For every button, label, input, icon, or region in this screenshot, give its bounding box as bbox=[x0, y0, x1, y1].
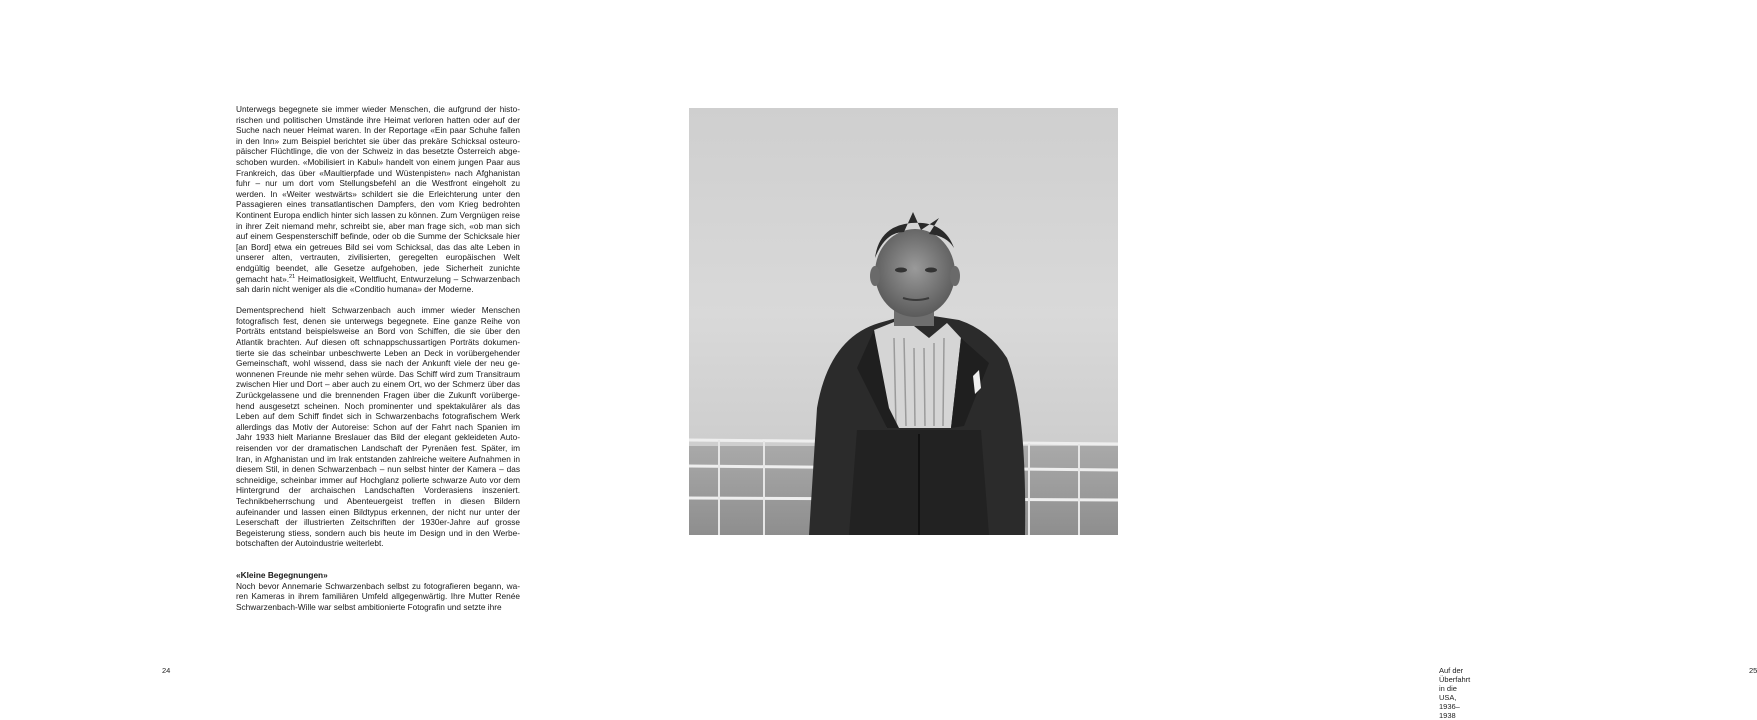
paragraph-2: Dementsprechend hielt Schwarzenbach auch immer wieder Menschen fotografisch fest, denen sie unterwegs begegnete. Eine ganze Reihe von Porträts entstand beispielsweise an Bord von Schiffen, die sie über den Atlantik brachten. Auf diesen oft schnappschussartigen Porträts dokumentierte sie das scheinbar unbeschwerte Leben an Deck in vorübergehender Gemeinschaft, wohl wissend, dass sie nach der Ankunft viele der neu gewonnenen Freunde nie mehr sehen würde. Das Schiff wird zum Transitraum zwischen Hier und Dort – aber auch zu einem Ort, wo der Schmerz über das Zurückgelassene und die brennenden Fragen über die Zukunft vorübergehend ausgesetzt scheinen. Noch prominenter und spektakulärer als das Leben auf dem Schiff findet sich in Schwarzenbachs fotografischem Werk allerdings das Motiv der Autoreise: Schon auf der Fahrt nach Spanien im Jahr 1933 hielt Marianne Breslauer das Bild der elegant gekleideten Autoreisenden vor der dramatischen Landschaft der Pyrenäen fest. Später, im Iran, in Afghanistan und im Irak entstanden zahlreiche weitere Aufnahmen in diesem Stil, in denen Schwarzenbach – nun selbst hinter der Kamera – das schneidige, scheinbar immer auf Hochglanz polierte schwarze Auto vor dem Hintergrund der archaischen Landschaften Vorderasiens inszeniert. Technikbeherrschung und Abenteuergeist treffen in diesen Bildern aufeinander und lassen einen Bildtypus erkennen, der nicht nur unter der Leserschaft der illustrierten Zeitschriften der 1930er-Jahre auf grosse Begeisterung stiess, sondern auch bis heute im Design und in den Werbebotschaften der Autoindustrie weiterlebt. bbox=[236, 305, 520, 549]
footnote-marker: 21 bbox=[289, 273, 296, 280]
left-page bbox=[0, 0, 640, 720]
body-text-column bbox=[236, 104, 520, 612]
page-number-right: 25 bbox=[1749, 666, 1757, 675]
portrait-photo bbox=[689, 108, 1118, 535]
paragraph-1 bbox=[236, 104, 520, 295]
section-heading: «Kleine Begegnungen» bbox=[236, 569, 328, 580]
section-text: Noch bevor Annemarie Schwarzenbach selbst zu fotografieren begann, waren Kameras in ihrem familiären Umfeld allgegenwärtig. Ihre Mutter Renée Schwarzenbach-Wille war selbst ambitionierte Fotografin und setzte ihre bbox=[236, 580, 520, 612]
paragraph-1-text: Unterwegs begegnete sie immer wieder Menschen, die aufgrund der historischen und politischen Umstände ihre Heimat verloren hatten oder auf der Suche nach neuer Heimat waren. In der Reportage «Ein paar Schuhe fallen in den Inn» zum Beispiel berichtet sie über das prekäre Schicksal osteuropäischer Flüchtlinge, die von der Schweiz in das besetzte Österreich abgeschoben wurden. «Mobilisiert in Kabul» handelt von einem jungen Paar aus Frankreich, das über «Maultierpfade und Wüstenpisten» nach Afghanistan fuhr – nur um dort vom Stellungsbefehl an die Westfront eingeholt zu werden. In «Weiter westwärts» schildert sie die Erleichterung unter den Passagieren eines transatlantischen Dampfers, den vom Krieg bedrohten Kontinent Europa endlich hinter sich lassen zu können. Zum Vergnügen reise in ihrer Zeit niemand mehr, schreibt sie, aber man frage sich, «ob man sich auf einem Gespensterschiff befinde, oder ob die Summe der Schicksale hier [an Bord] etwa ein getreues Bild sei vom Schicksal, das das alte Leben in unserer alten, vertrauten, zivilisierten, geregelten europäischen Welt endgültig beendet, alle Gesetze aufgehoben, jede Sicherheit zunichte gemacht hat». bbox=[236, 104, 520, 284]
running-head: Auf der Überfahrt in die USA, 1936–1938 bbox=[1439, 666, 1471, 720]
paragraph-1-tail: Heimatlosigkeit, Weltflucht, Entwurzelung – Schwarzenbach sah darin nicht weniger als die «Conditio humana» der Moderne. bbox=[236, 273, 520, 295]
page-number-left: 24 bbox=[162, 666, 171, 675]
